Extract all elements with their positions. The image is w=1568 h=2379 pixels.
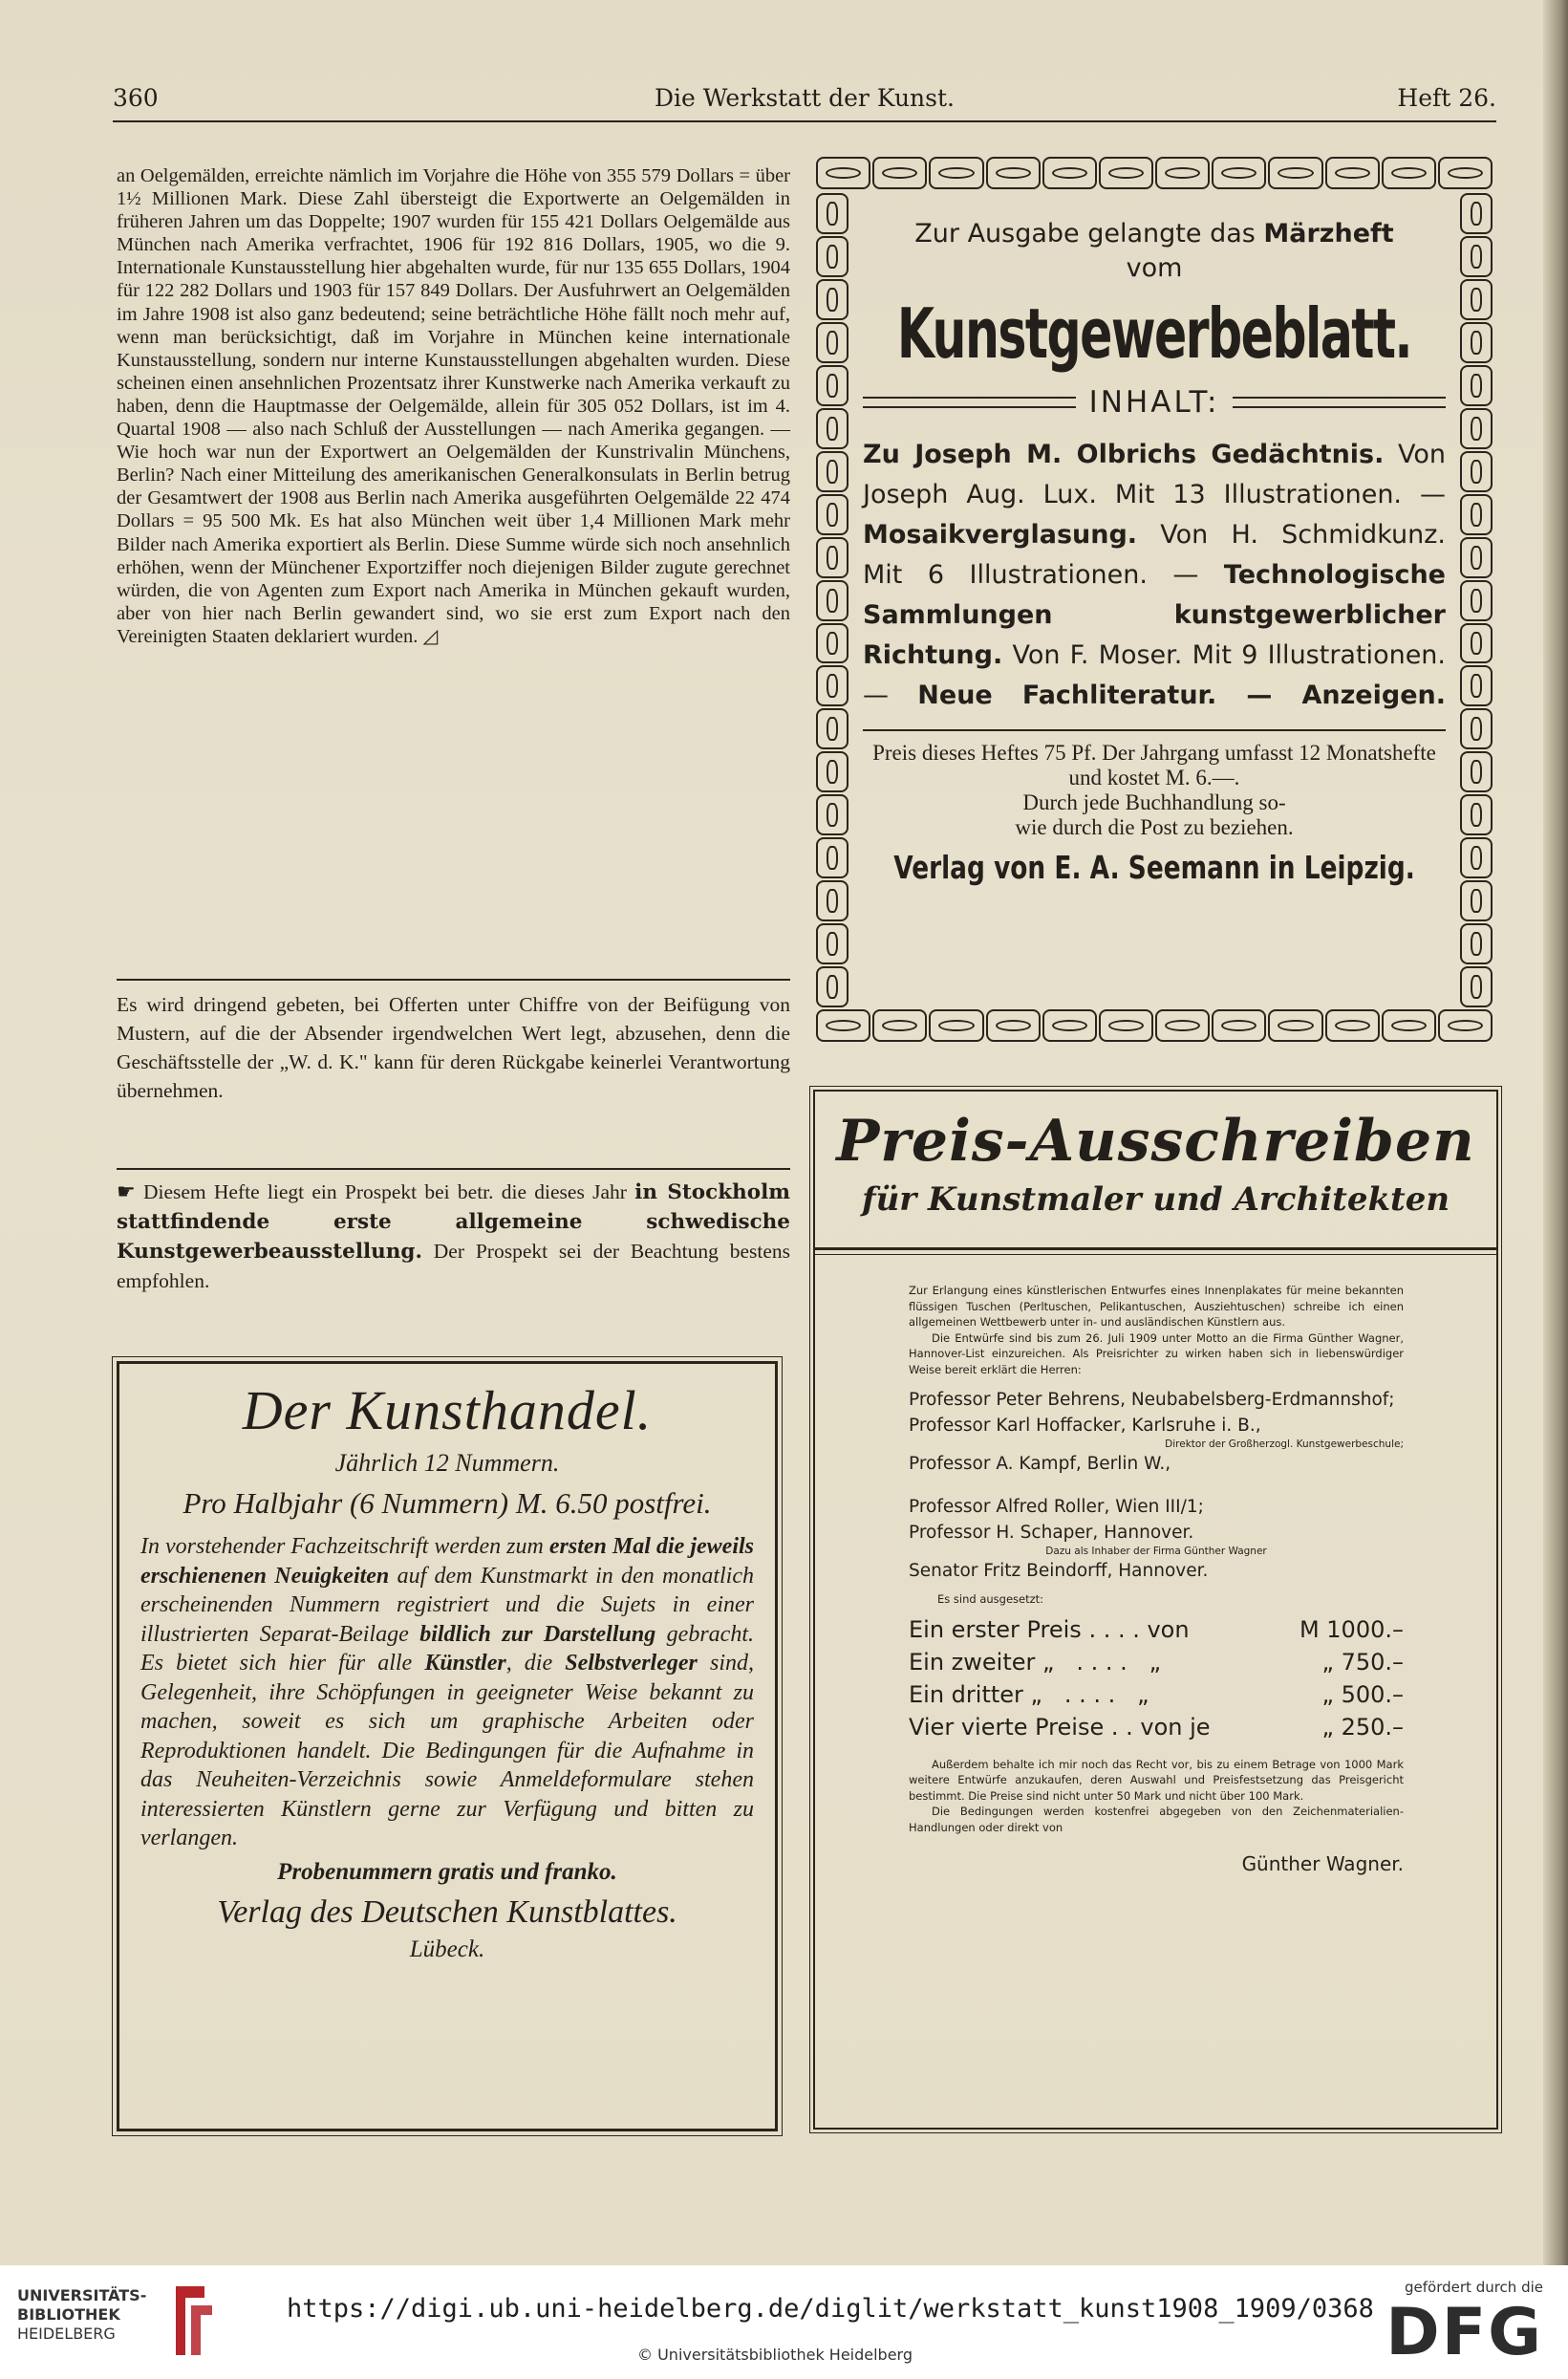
article-text [117, 164, 790, 967]
prospekt-note [117, 1178, 790, 1296]
toc-3: Von F. Moser. Mit 9 Illustrationen. — [863, 640, 1446, 710]
library-logo-text [17, 2286, 146, 2344]
page-spine-shadow [1543, 0, 1568, 2265]
lib-line3: HEIDELBERG [17, 2325, 116, 2343]
ornament-border-right [1459, 192, 1493, 1008]
pa-prize-label: Vier vierte Preise . . von je [909, 1713, 1211, 1741]
pa-prize-label: Ein erster Preis . . . . von [909, 1615, 1190, 1643]
kh-b2: bildlich zur Darstellung [419, 1621, 656, 1647]
kg-intro-b: Märzheft [1263, 219, 1394, 249]
kg-toc [863, 435, 1446, 716]
running-header [113, 84, 1496, 122]
pa-rights: Außerdem behalte ich mir noch das Recht vor, bis zu einem Betrage von 1000 Mark weitere Entwürfe anzukaufen, deren Auswahl und Preisfestsetzung das Preisgericht bestimmt. Die Preise sind nicht unter 50 Mark und nicht über 100 Mark. [909, 1757, 1404, 1803]
kg-price: Preis dieses Heftes 75 Pf. Der Jahrgang umfasst 12 Monatshefte und kostet M. 6.—. [872, 741, 1436, 789]
divider-1 [117, 979, 790, 981]
kunstgewerbeblatt-ad [815, 156, 1493, 1045]
pa-judge-2: Professor Karl Hoffacker, Karlsruhe i. B., [909, 1416, 1261, 1436]
kh-p2: auf dem Kunstmarkt in den monatlich erscheinenden Nummern registriert und die Sujets in einer illustrierten Separat-Beilage [140, 1563, 754, 1647]
kg-inhalt-label: INHALT: [1088, 385, 1220, 420]
dfg-logo: DFG [1385, 2295, 1543, 2370]
kunsthandel-city: Lübeck. [409, 1936, 485, 1962]
kh-b1: ersten Mal die jeweils erschienenen Neuigkeiten [140, 1534, 755, 1589]
lib-line1: UNIVERSITÄTS- [17, 2286, 147, 2304]
pa-prize-row [909, 1646, 1404, 1678]
prospekt-post: Der Prospekt sei der Beachtung bestens empfohlen. [117, 1240, 790, 1292]
lib-line2: BIBLIOTHEK [17, 2305, 120, 2324]
pa-conditions: Die Bedingungen werden kostenfrei abgegeben von den Zeichenmaterialien-Handlungen oder direkt von [909, 1805, 1404, 1834]
pa-prize-amount: „ 500.– [1321, 1680, 1404, 1708]
ornament-border-bottom [815, 1008, 1493, 1043]
pa-rule-thin [815, 1254, 1496, 1255]
pa-judge-3: Professor A. Kampf, Berlin W., [909, 1454, 1171, 1474]
kg-title: Kunstgewerbeblatt. [896, 293, 1412, 374]
kg-intro-a: Zur Ausgabe gelangte das [914, 219, 1264, 249]
pa-signature: Günther Wagner. [1241, 1852, 1404, 1875]
prospekt-pre: Diesem Hefte liegt ein Prospekt bei betr. die dieses Jahr [142, 1180, 635, 1203]
header-rule [113, 120, 1496, 122]
pa-intro2: Die Entwürfe sind bis zum 26. Juli 1909 unter Motto an die Firma Günther Wagner, Hannover-List einzureichen. Als Preisrichter zu wirken haben sich in liebenswürdiger Weise bereit erklärt die Herren: [909, 1330, 1404, 1376]
kunsthandel-sub: Jährlich 12 Nummern. [334, 1449, 560, 1477]
kh-p5: sind, Gelegenheit, ihre Schöpfungen in geeigneter Weise bekannt zu machen, soweit es sich um graphische Arbeiten oder Reproduktionen handelt. Die Bedingungen für die Aufnahme in das Neuheiten-Verzeichnis sowie Anmeldeformulare stehen interessierten Künstlern gerne zur Verfügung und bitten zu verlangen. [140, 1651, 754, 1850]
kg-inhalt-heading [863, 385, 1446, 420]
pa-prize-row [909, 1711, 1404, 1743]
pa-rule [815, 1247, 1496, 1250]
kg-rule [863, 729, 1446, 731]
pa-prize-label: Ein dritter „ . . . . „ [909, 1680, 1149, 1708]
kunsthandel-body [140, 1532, 754, 1853]
ornament-border-top [815, 156, 1493, 190]
kg-verlag: Verlag von E. A. Seemann in Leipzig. [893, 849, 1415, 886]
kh-p3: gebracht. Es bietet sich hier für alle [140, 1621, 754, 1676]
pa-prize-list [909, 1613, 1404, 1743]
toc-1: Von Joseph Aug. Lux. Mit 13 Illustrationen. — [863, 440, 1446, 509]
journal-title: Die Werkstatt der Kunst. [654, 84, 955, 112]
viewer-footer [0, 2265, 1568, 2379]
kh-b4: Selbstverleger [565, 1651, 698, 1676]
toc-b2: Mosaikverglasung. [863, 520, 1138, 550]
pa-prize-amount: „ 750.– [1321, 1648, 1404, 1676]
pa-title: Preis-Ausschreiben [836, 1108, 1475, 1175]
pa-intro: Zur Erlangung eines künstlerischen Entwurfes eines Innenplakates für meine bekannten flüssigen Tuschen (Perltuschen, Pelikantuschen, Ausziehtuschen) schreibe ich einen allgemeinen Wettbewerb unter in- und ausländischen Künstlern aus. [909, 1284, 1404, 1329]
toc-b4: Neue Fachliteratur. — Anzeigen. [917, 681, 1446, 710]
article-body: an Oelgemälden, erreichte nämlich im Vorjahre die Höhe von 355 579 Dollars = über 1½ Millionen Mark. Diese Zahl übersteigt die Exportwerte an Oelgemälden in früheren Jahren um das Doppelte; 1907 wurden für 155 421 Dollars Oelgemälde aus München nach Amerika verfrachtet, 1906 für 192 816 Dollars, 1905, wo die 9. Internationale Kunstausstellung hier abgehalten wurde, für nur 135 655 Dollars, 1904 für 122 282 Dollars und 1903 für 157 849 Dollars. Der Ausfuhrwert an Oelgemälden im Jahre 1908 ist also ganz bedeutend; seine beträchtliche Höhe fällt noch mehr auf, wenn man berücksichtigt, daß im Vorjahre in München keine internationale Kunstausstellung, sondern nur interne Kunstausstellungen abgehalten wurden. Diese scheinen einen ansehnlichen Prozentsatz ihrer Kunstwerke nach Amerika verkauft zu haben, denn die Hauptmasse der Oelgemälde, allein für 305 052 Dollars, ist im 4. Quartal 1908 — also nach Schluß der Ausstellungen — nach Amerika gegangen. — Wie hoch war nun der Exportwert an Oelgemälden der Kunstrivalin Münchens, Berlin? Nach einer Mitteilung des amerikanischen Generalkonsulats in Berlin betrug der Gesamtwert der 1908 aus Berlin nach Amerika ausgeführten Oelgemälde 22 474 Dollars = 95 500 Mk. Es hat also München weit über 1,4 Millionen Mark mehr Bilder nach Amerika exportiert als Berlin. Diese Summe würde sich noch ansehnlich erhöhen, wenn der Münchener Exportziffer noch diejenigen Bilder zugute gerechnet würden, die von Agenten zum Export nach Amerika in München gekauft wurden, aber von hier nach Berlin gewandert sind, wo sie erst zum Export nach den Vereinigten Staaten deklariert wurden. [117, 165, 790, 647]
pa-body [909, 1283, 1404, 1875]
funded-by-label: gefördert durch die [1405, 2279, 1543, 2296]
library-logo-icon [162, 2279, 218, 2361]
kunsthandel-probe: Probenummern gratis und franko. [277, 1858, 617, 1885]
ornament-border-left [815, 192, 849, 1008]
issue-number: Heft 26. [1397, 84, 1496, 112]
pa-prize-row [909, 1613, 1404, 1646]
preisausschreiben-ad [813, 1090, 1498, 2130]
permalink-url[interactable]: https://digi.ub.uni-heidelberg.de/diglit/werkstatt_kunst1908_1909/0368 [287, 2294, 1374, 2324]
toc-b3: Technologische Sammlungen kunstgewerblicher Richtung. [863, 560, 1446, 670]
pa-prize-label: Ein zweiter „ . . . . „ [909, 1648, 1162, 1676]
toc-b1: Zu Joseph M. Olbrichs Gedächtnis. [863, 440, 1385, 469]
page-number: 360 [113, 84, 159, 112]
kg-price2: Durch jede Buchhandlung so- [1022, 790, 1286, 814]
pa-ausgesetzt: Es sind ausgesetzt: [937, 1592, 1044, 1606]
pa-prize-amount: „ 250.– [1321, 1713, 1404, 1741]
kunsthandel-verlag: Verlag des Deutschen Kunstblattes. [217, 1893, 677, 1930]
pa-judge-5: Professor H. Schaper, Hannover. [909, 1523, 1194, 1543]
prospekt-bold: in Stockholm stattfindende erste allgemeine schwedische Kunstgewerbeausstellung. [117, 1180, 790, 1264]
kg-price3: wie durch die Post zu beziehen. [1015, 815, 1294, 839]
pa-judge-1: Professor Peter Behrens, Neubabelsberg-Erdmannshof; [909, 1390, 1395, 1410]
notice-text: Es wird dringend gebeten, bei Offerten unter Chiffre von der Beifügung von Mustern, auf die der Absender irgendwelchen Wert legt, abzusehen, denn die Geschäftsstelle der „W. d. K." kann für deren Rückgabe keinerlei Verantwortung übernehmen. [117, 993, 790, 1102]
copyright-notice: © Universitätsbibliothek Heidelberg [637, 2346, 913, 2364]
kh-b3: Künstler [424, 1651, 506, 1676]
kh-p1: In vorstehender Fachzeitschrift werden zum [140, 1534, 549, 1559]
kunsthandel-price: Pro Halbjahr (6 Nummern) M. 6.50 postfrei. [183, 1486, 712, 1520]
pa-judge-5-note: Dazu als Inhaber der Firma Günther Wagner [1045, 1546, 1267, 1557]
pa-judge-4: Professor Alfred Roller, Wien III/1; [909, 1497, 1204, 1517]
article-end-mark: ◿ [422, 625, 439, 647]
kh-p4: , die [505, 1651, 566, 1676]
toc-2: Von H. Schmidkunz. Mit 6 Illustrationen. — [863, 520, 1446, 590]
pa-subtitle: für Kunstmaler und Architekten [861, 1180, 1450, 1219]
pa-judge-6: Senator Fritz Beindorff, Hannover. [909, 1561, 1209, 1581]
kg-vom: vom [1126, 253, 1183, 283]
pointing-hand-icon: ☛ [117, 1180, 136, 1204]
pa-judge-2-note: Direktor der Großherzogl. Kunstgewerbeschule; [1165, 1438, 1404, 1450]
kunsthandel-ad [117, 1361, 778, 2131]
kg-intro [863, 217, 1446, 251]
pa-prize-amount: M 1000.– [1299, 1615, 1404, 1643]
pa-prize-row [909, 1678, 1404, 1711]
divider-2 [117, 1168, 790, 1170]
kunsthandel-title: Der Kunsthandel. [242, 1379, 653, 1441]
